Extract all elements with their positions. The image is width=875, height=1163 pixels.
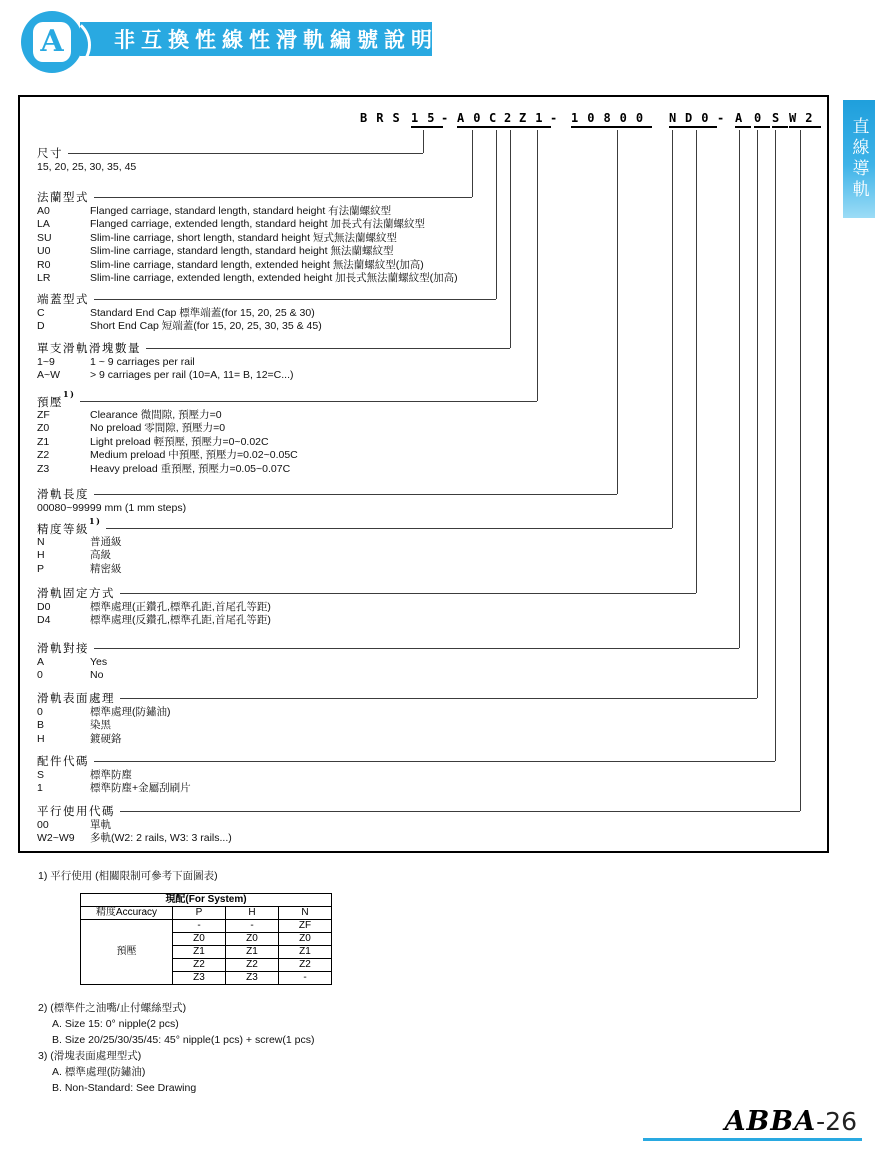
section-header bbox=[37, 586, 696, 600]
item-code: 00 bbox=[37, 819, 49, 831]
section-items bbox=[37, 536, 672, 576]
footnote-3-line: A. 標準處理(防鏽油) bbox=[52, 1066, 146, 1078]
section-label: 滑軌對接 bbox=[37, 641, 89, 655]
section-header bbox=[37, 804, 800, 818]
item-code: R0 bbox=[37, 258, 51, 271]
part-number-group: Z1 bbox=[519, 111, 551, 128]
section-connector-line bbox=[68, 153, 423, 154]
footnote-3 bbox=[38, 1048, 196, 1096]
item-code: D4 bbox=[37, 614, 51, 627]
section-footnote-ref: 1) bbox=[63, 388, 76, 399]
footer-rule bbox=[643, 1138, 862, 1141]
section-items bbox=[37, 409, 537, 476]
item-code: B bbox=[37, 719, 45, 732]
item-description: 染黑 bbox=[90, 719, 111, 732]
part-number-group: - bbox=[550, 111, 567, 125]
part-number-group: W2 bbox=[789, 111, 821, 128]
item-description: Heavy preload 重預壓, 預壓力=0.05~0.07C bbox=[90, 462, 291, 475]
section-label: 端蓋型式 bbox=[37, 292, 89, 306]
table-cell: Z0 bbox=[279, 933, 332, 946]
table-cell: ZF bbox=[279, 920, 332, 933]
section-item bbox=[37, 259, 472, 272]
table-cell: Z3 bbox=[173, 972, 226, 985]
item-code: A~W bbox=[37, 369, 61, 382]
section bbox=[37, 641, 739, 683]
item-description: Medium preload 中預壓, 預壓力=0.02~0.05C bbox=[90, 449, 298, 462]
section-item bbox=[37, 656, 739, 669]
table-cell: Z3 bbox=[226, 972, 279, 985]
section-drop-line bbox=[739, 130, 740, 648]
section-item bbox=[37, 832, 800, 845]
table-cell: Z0 bbox=[226, 933, 279, 946]
item-description: 15, 20, 25, 30, 35, 45 bbox=[37, 161, 137, 173]
table-title-row bbox=[81, 894, 332, 907]
item-code: D0 bbox=[37, 601, 51, 613]
section-connector-line bbox=[80, 401, 537, 402]
section-connector-line bbox=[120, 698, 757, 699]
item-code: 1 bbox=[37, 782, 43, 795]
section-item bbox=[37, 161, 423, 174]
section-connector-line bbox=[94, 761, 775, 762]
section-connector-line bbox=[94, 299, 496, 300]
item-description: Slim-line carriage, standard length, standard height 無法蘭螺紋型 bbox=[90, 245, 394, 258]
table-cell: Z2 bbox=[226, 959, 279, 972]
section-item bbox=[37, 706, 757, 719]
table-cell: Z1 bbox=[173, 946, 226, 959]
item-description: 標準處理(反鑽孔,標準孔距,首尾孔等距) bbox=[90, 614, 271, 627]
footnote-2-line: A. Size 15: 0° nipple(2 pcs) bbox=[52, 1018, 179, 1030]
section-item bbox=[37, 782, 775, 795]
side-tab-linear-guide: 直線導軌 bbox=[843, 100, 875, 218]
section-header bbox=[37, 388, 537, 409]
table-cell: - bbox=[279, 972, 332, 985]
item-description: 普通級 bbox=[90, 536, 122, 548]
part-number-group: BRS bbox=[360, 111, 409, 125]
section-connector-line bbox=[94, 648, 739, 649]
section-connector-line bbox=[146, 348, 510, 349]
item-description: Slim-line carriage, extended length, extended height 加長式無法蘭螺紋型(加高) bbox=[90, 272, 458, 285]
item-code: LR bbox=[37, 272, 51, 285]
table-title: 現配(For System) bbox=[81, 894, 332, 907]
item-code: Z0 bbox=[37, 422, 50, 435]
section-drop-line bbox=[775, 130, 776, 761]
item-description: > 9 carriages per rail (10=A, 11= B, 12=C...) bbox=[90, 369, 294, 382]
item-description: Slim-line carriage, standard length, extended height 無法蘭螺紋型(加高) bbox=[90, 258, 424, 271]
item-description: 1 ~ 9 carriages per rail bbox=[90, 356, 195, 368]
footnote-2 bbox=[38, 1000, 314, 1048]
section-connector-line bbox=[120, 811, 800, 812]
section-header bbox=[37, 341, 510, 355]
section-item bbox=[37, 719, 757, 732]
page-number: -26 bbox=[816, 1107, 857, 1136]
item-code: 1~9 bbox=[37, 356, 55, 368]
part-number-group: 0 bbox=[754, 111, 770, 128]
section-item bbox=[37, 449, 537, 462]
col-header-h: H bbox=[226, 907, 279, 920]
section-header bbox=[37, 146, 423, 160]
section-items bbox=[37, 819, 800, 846]
section-drop-line bbox=[672, 130, 673, 528]
section bbox=[37, 754, 775, 796]
item-description: Flanged carriage, extended length, standard height 加長式有法蘭螺紋型 bbox=[90, 218, 425, 231]
logo-emblem bbox=[33, 22, 71, 62]
table-cell: Z1 bbox=[226, 946, 279, 959]
section bbox=[37, 691, 757, 746]
part-number-group: 15 bbox=[411, 111, 443, 128]
item-code: U0 bbox=[37, 245, 51, 258]
item-description: No bbox=[90, 669, 104, 682]
section bbox=[37, 515, 672, 576]
part-number-group: C bbox=[489, 111, 505, 128]
col-header-n: N bbox=[279, 907, 332, 920]
section-item bbox=[37, 272, 472, 285]
preload-label-cell: 預壓 bbox=[81, 920, 173, 985]
section bbox=[37, 388, 537, 476]
section-header bbox=[37, 754, 775, 768]
section-items bbox=[37, 356, 510, 383]
section-label: 預壓$^{1)}$ bbox=[37, 388, 76, 409]
table-cell: Z1 bbox=[279, 946, 332, 959]
section bbox=[37, 804, 800, 846]
item-description: No preload 零間隙, 預壓力=0 bbox=[90, 422, 226, 435]
section bbox=[37, 190, 472, 285]
item-code: A bbox=[37, 656, 45, 668]
section-items bbox=[37, 706, 757, 746]
part-number-group: N bbox=[669, 111, 685, 128]
item-description: 00080~99999 mm (1 mm steps) bbox=[37, 502, 187, 514]
section-items bbox=[37, 502, 617, 515]
part-number-group: A bbox=[735, 111, 751, 128]
section-item bbox=[37, 320, 496, 333]
preload-accuracy-table bbox=[80, 893, 332, 985]
section-item bbox=[37, 563, 672, 576]
section-drop-line bbox=[423, 130, 424, 153]
section-item bbox=[37, 669, 739, 682]
table-cell: Z0 bbox=[173, 933, 226, 946]
item-code: H bbox=[37, 549, 45, 562]
part-number-coding-diagram bbox=[18, 95, 829, 853]
part-number-group: 10800 bbox=[571, 111, 652, 128]
section-items bbox=[37, 601, 696, 628]
part-number-group: - bbox=[441, 111, 458, 125]
section-drop-line bbox=[496, 130, 497, 299]
section-item bbox=[37, 409, 537, 422]
footnote-3-line: B. Non-Standard: See Drawing bbox=[52, 1082, 197, 1094]
section-label: 滑軌固定方式 bbox=[37, 586, 115, 600]
item-description: Yes bbox=[90, 656, 108, 668]
item-description: 標準防塵 bbox=[90, 769, 132, 781]
section bbox=[37, 586, 696, 628]
section-item bbox=[37, 307, 496, 320]
table-cell: Z2 bbox=[279, 959, 332, 972]
col-header-p: P bbox=[173, 907, 226, 920]
item-description: 單軌 bbox=[90, 819, 111, 831]
section-items bbox=[37, 656, 739, 683]
section-item bbox=[37, 601, 696, 614]
item-code: W2~W9 bbox=[37, 832, 75, 845]
section-drop-line bbox=[510, 130, 511, 348]
item-description: Light preload 輕預壓, 預壓力=0~0.02C bbox=[90, 435, 269, 448]
section-item bbox=[37, 218, 472, 231]
section-header bbox=[37, 190, 472, 204]
section-connector-line bbox=[120, 593, 696, 594]
abba-logo bbox=[21, 11, 83, 73]
section-label: 滑軌表面處理 bbox=[37, 691, 115, 705]
item-code: D bbox=[37, 320, 45, 333]
section-item bbox=[37, 733, 757, 746]
page-title: 非互換性線性滑軌編號說明 bbox=[80, 22, 432, 56]
accuracy-header: 精度Accuracy bbox=[81, 907, 173, 920]
table-header-row bbox=[81, 907, 332, 920]
item-description: Slim-line carriage, short length, standard height 短式無法蘭螺紋型 bbox=[90, 231, 397, 244]
item-description: Short End Cap 短端蓋(for 15, 20, 25, 30, 35 & 45) bbox=[90, 320, 322, 333]
section-drop-line bbox=[537, 130, 538, 401]
footnote-3-head: 3) (滑塊表面處理型式) bbox=[38, 1050, 142, 1062]
section-label: 單支滑軌滑塊數量 bbox=[37, 341, 141, 355]
section-footnote-ref: 1) bbox=[89, 515, 102, 526]
section-label: 平行使用代碼 bbox=[37, 804, 115, 818]
section-header bbox=[37, 691, 757, 705]
section-item bbox=[37, 245, 472, 258]
section-item bbox=[37, 536, 672, 549]
section bbox=[37, 341, 510, 383]
section-item bbox=[37, 502, 617, 515]
part-number-group: A0 bbox=[457, 111, 489, 128]
section-drop-line bbox=[800, 130, 801, 811]
table-cell: - bbox=[226, 920, 279, 933]
table-cell: - bbox=[173, 920, 226, 933]
section-item bbox=[37, 356, 510, 369]
section-header bbox=[37, 515, 672, 536]
brand-name: ABBA bbox=[724, 1106, 817, 1137]
section-item bbox=[37, 463, 537, 476]
section-connector-line bbox=[94, 197, 472, 198]
footnote-2-line: B. Size 20/25/30/35/45: 45° nipple(1 pcs) + screw(1 pcs) bbox=[52, 1034, 315, 1046]
item-code: 0 bbox=[37, 706, 43, 718]
item-description: Flanged carriage, standard length, standard height 有法蘭螺紋型 bbox=[90, 205, 392, 217]
section-drop-line bbox=[757, 130, 758, 698]
item-description: 鍍硬鉻 bbox=[90, 732, 122, 745]
section-items bbox=[37, 205, 472, 285]
section-header bbox=[37, 487, 617, 501]
item-description: 精密級 bbox=[90, 562, 122, 575]
section bbox=[37, 146, 423, 174]
section-items bbox=[37, 307, 496, 334]
item-code: SU bbox=[37, 231, 52, 244]
section-item bbox=[37, 436, 537, 449]
item-description: 標準防塵+金屬刮刷片 bbox=[90, 782, 191, 795]
logo-letter: A bbox=[40, 24, 64, 59]
page-footer bbox=[725, 1106, 857, 1137]
item-code: LA bbox=[37, 218, 50, 231]
section-label: 滑軌長度 bbox=[37, 487, 89, 501]
section-label: 尺寸 bbox=[37, 146, 63, 160]
section-label: 配件代碼 bbox=[37, 754, 89, 768]
section-item bbox=[37, 232, 472, 245]
item-code: S bbox=[37, 769, 45, 781]
item-description: Clearance 微間隙, 預壓力=0 bbox=[90, 409, 222, 421]
footnote-1: 1) 平行使用 (相關限制可參考下面圖表) bbox=[38, 870, 218, 882]
section bbox=[37, 292, 496, 334]
footnote-2-head: 2) (標準件之油嘴/止付螺絲型式) bbox=[38, 1002, 187, 1014]
item-code: H bbox=[37, 732, 45, 745]
part-number-group: S bbox=[772, 111, 788, 128]
item-code: N bbox=[37, 536, 45, 548]
section-label: 精度等級$^{1)}$ bbox=[37, 515, 102, 536]
section-item bbox=[37, 819, 800, 832]
section-header bbox=[37, 641, 739, 655]
item-code: Z3 bbox=[37, 462, 50, 475]
item-description: 多軌(W2: 2 rails, W3: 3 rails...) bbox=[90, 832, 232, 845]
item-code: Z1 bbox=[37, 435, 50, 448]
item-description: 高級 bbox=[90, 549, 111, 562]
section-item bbox=[37, 422, 537, 435]
section-items bbox=[37, 769, 775, 796]
section-drop-line bbox=[696, 130, 697, 593]
item-code: Z2 bbox=[37, 449, 50, 462]
section-connector-line bbox=[106, 528, 672, 529]
section-connector-line bbox=[94, 494, 617, 495]
section-item bbox=[37, 769, 775, 782]
section-item bbox=[37, 369, 510, 382]
item-code: A0 bbox=[37, 205, 50, 217]
section-item bbox=[37, 205, 472, 218]
item-description: 標準處理(正鑽孔,標準孔距,首尾孔等距) bbox=[90, 601, 271, 613]
section-drop-line bbox=[617, 130, 618, 494]
item-code: C bbox=[37, 307, 45, 319]
item-code: ZF bbox=[37, 409, 50, 421]
section-drop-line bbox=[472, 130, 473, 197]
section-header bbox=[37, 292, 496, 306]
section bbox=[37, 487, 617, 515]
part-number-group: - bbox=[717, 111, 734, 125]
table-cell: Z2 bbox=[173, 959, 226, 972]
part-number-group: D0 bbox=[685, 111, 717, 128]
section-items bbox=[37, 161, 423, 174]
item-code: P bbox=[37, 562, 45, 575]
item-description: 標準處理(防鏽油) bbox=[90, 706, 171, 718]
item-code: 0 bbox=[37, 669, 43, 682]
part-number-group: 2 bbox=[504, 111, 520, 128]
item-description: Standard End Cap 標準端蓋(for 15, 20, 25 & 30) bbox=[90, 307, 315, 319]
section-item bbox=[37, 549, 672, 562]
section-label: 法蘭型式 bbox=[37, 190, 89, 204]
table-row bbox=[81, 920, 332, 933]
section-item bbox=[37, 614, 696, 627]
